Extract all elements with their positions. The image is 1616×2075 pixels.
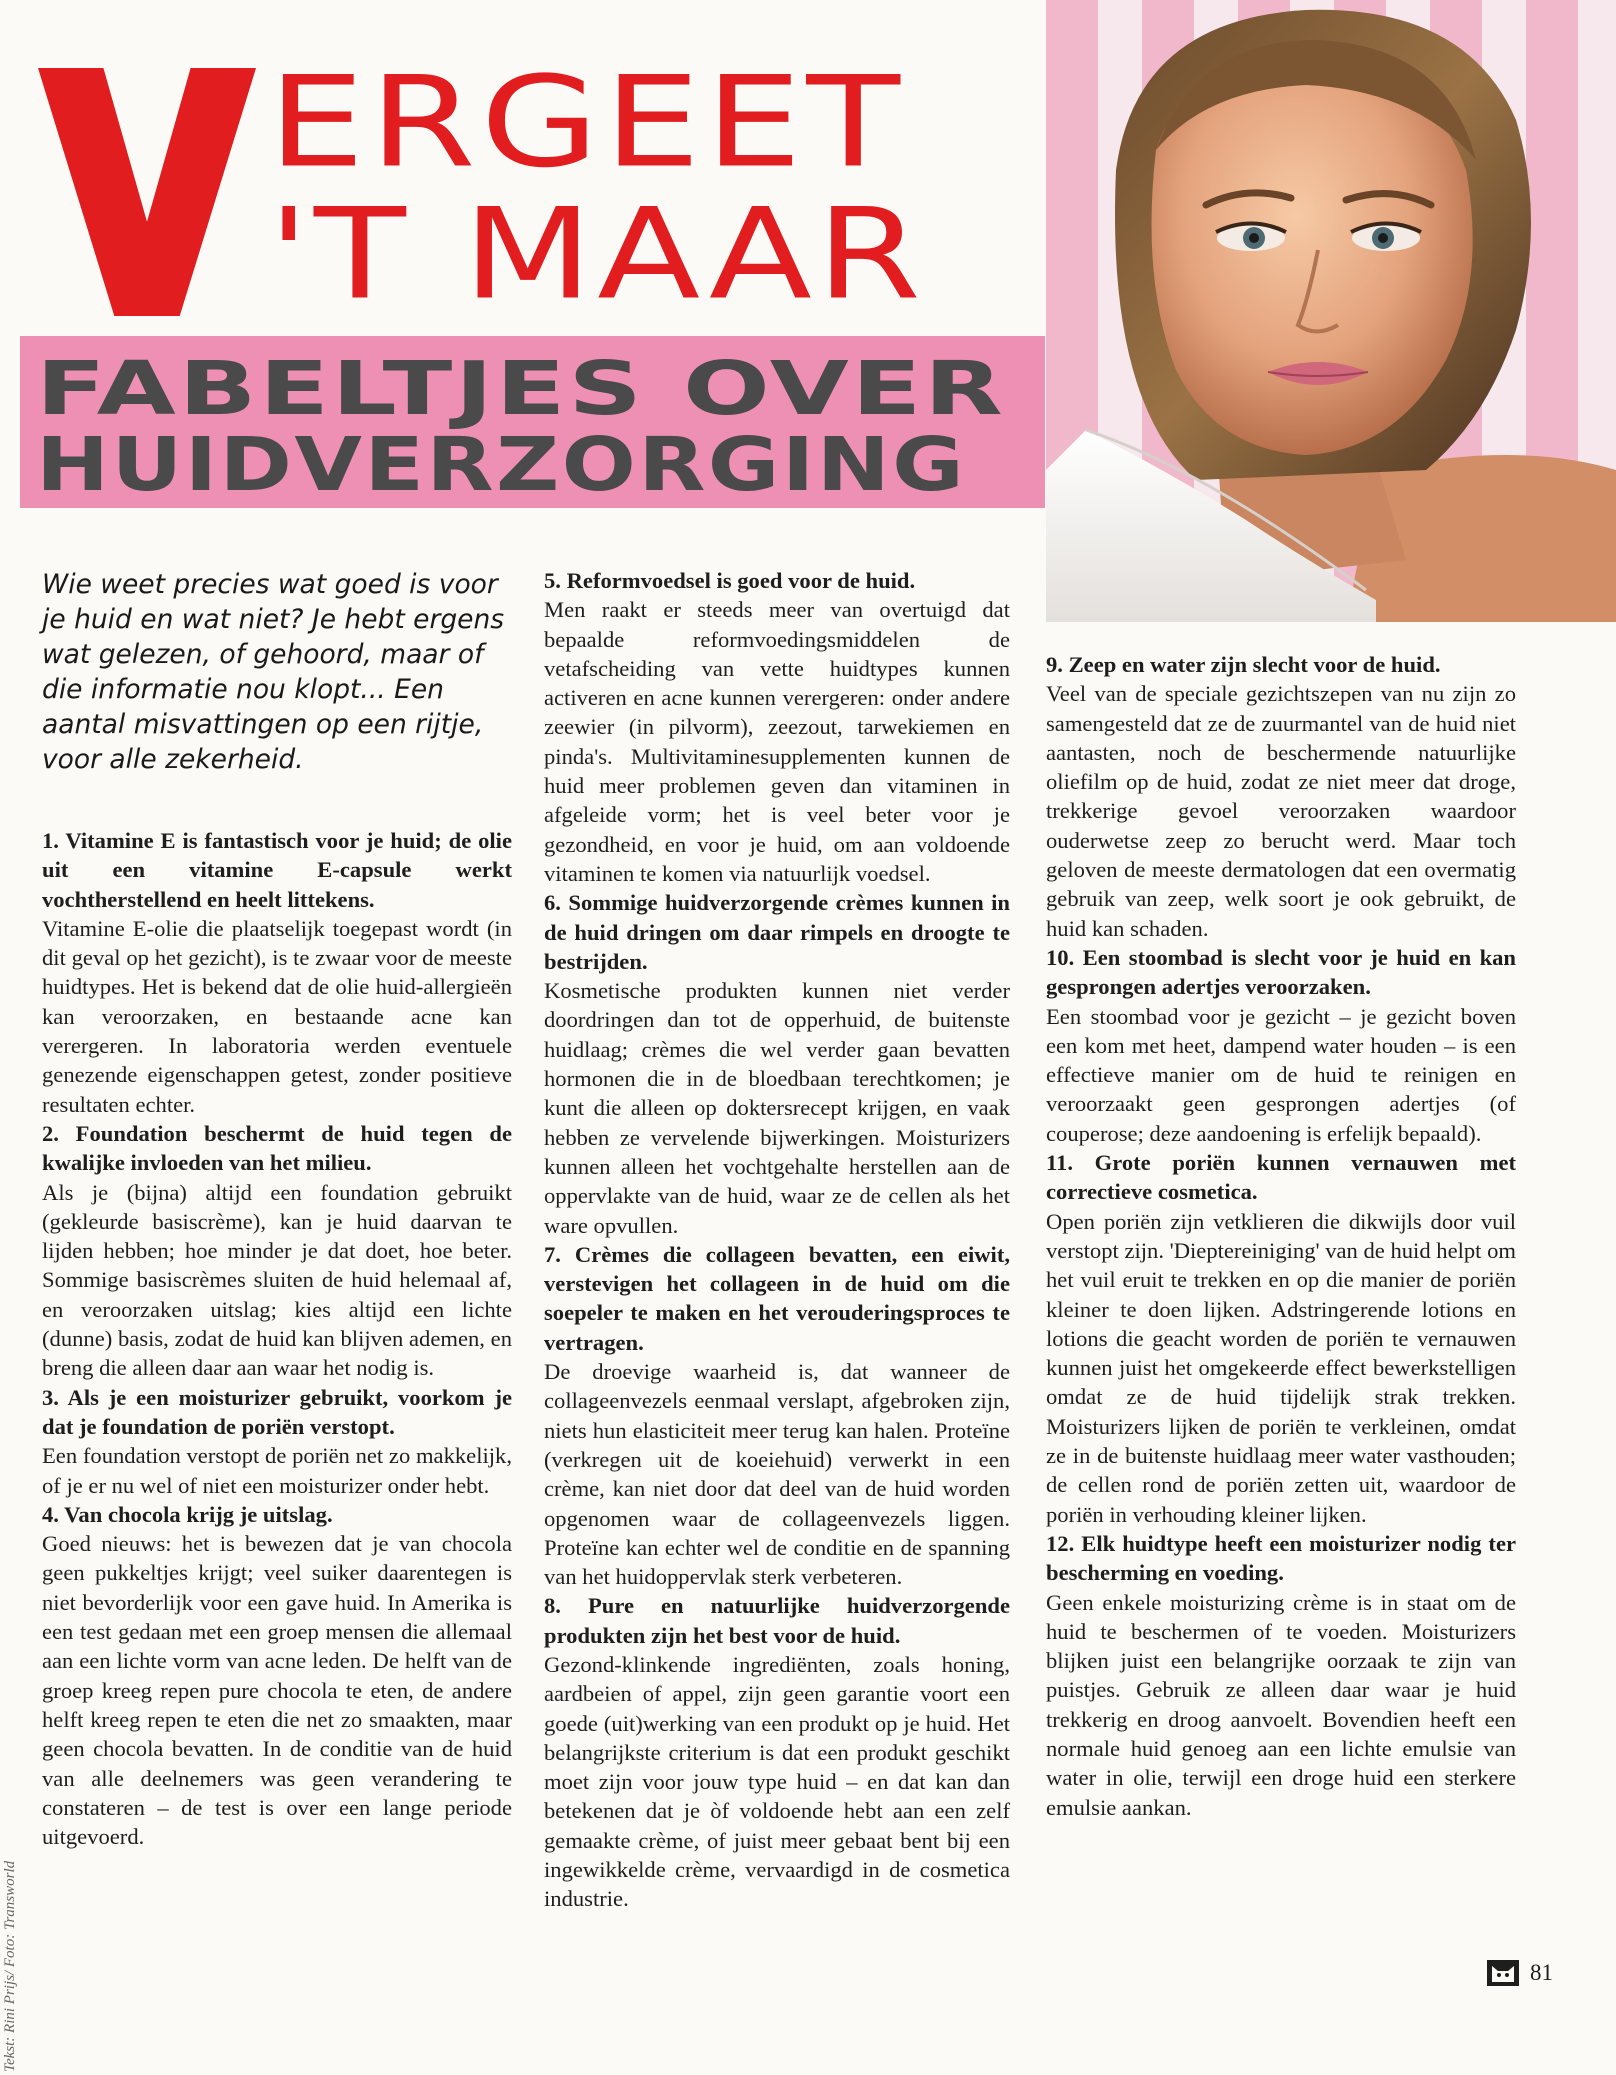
myth-8 (544, 1591, 1010, 1913)
headline-drop-letter-v (38, 68, 256, 316)
portrait-illustration (1046, 0, 1616, 622)
myth-heading: 12. Elk huidtype heeft een moisturizer nodig ter bescherming en voeding. (1046, 1530, 1516, 1586)
subtitle-line-2: HUIDVERZORGING (36, 422, 967, 508)
myth-body: Goed nieuws: het is bewezen dat je van chocola geen pukkeltjes krijgt; veel suiker daarentegen is niet bevorderlijk voor een gave huid. In Amerika is een test gedaan met een groep mensen die allemaal aan een lichte vorm van acne leden. De helft van de groep kreeg repen pure chocola te eten, de andere helft kreeg repen te eten die net zo smaakten, maar geen chocola bevatten. In de conditie van de huid van alle deelnemers was geen verandering te constateren – de test is over een lange periode uitgevoerd. (42, 1531, 512, 1850)
photo-text-credit: Tekst: Rini Prijs/ Foto: Transworld (2, 1860, 18, 2072)
myth-4 (42, 1500, 512, 1852)
myth-5 (544, 566, 1010, 888)
myth-body: Een stoombad voor je gezicht – je gezicht boven een kom met heet, dampend water houden – is een effectieve manier om de huid te reinigen en veroorzaakt geen gesprongen adertjes (of couperose; deze aandoening is erfelijk bepaald). (1046, 1003, 1516, 1146)
myth-12 (1046, 1529, 1516, 1822)
myth-3 (42, 1383, 512, 1500)
myth-body: Een foundation verstopt de poriën net zo makkelijk, of je er nu wel of niet een moisturizer onder hebt. (42, 1443, 512, 1498)
myth-7 (544, 1240, 1010, 1592)
myth-body: Men raakt er steeds meer van overtuigd dat bepaalde reformvoedingsmiddelen de vetafscheiding van vette huidtypes kunnen activeren en acne kunnen verergeren: onder andere zeewier (in pilvorm), zeezout, tarwekiemen en pinda's. Multivitaminesupplementen kunnen de huid meer problemen geven dan vitaminen in afgeleide vorm; het is veel beter voor je gezondheid, en voor je huid, om aan voldoende vitaminen te komen via natuurlijk voedsel. (544, 597, 1010, 886)
page-number: 81 (1530, 1960, 1553, 1985)
myth-heading: 4. Van chocola krijg je uitslag. (42, 1501, 333, 1527)
article-column-2 (544, 566, 1010, 1914)
myth-body: Open poriën zijn vetklieren die dikwijls door vuil verstopt zijn. 'Dieptereiniging' van de huid helpt om het vuil eruit te trekken en op die manier de poriën kleiner te doen lijken. Adstringerende lotions en lotions die geacht worden de poriën te vernauwen kunnen juist het omgekeerde effect bewerkstelligen omdat ze de huid tijdelijk strak trekken. Moisturizers lijken de poriën te verkleinen, omdat ze in de buitenste huidlaag meer water vasthouden; de cellen rond de poriën zetten uit, waardoor de poriën in verhouding kleiner lijken. (1046, 1208, 1516, 1527)
myth-body: Vitamine E-olie die plaatselijk toegepast wordt (in dit geval op het gezicht), is te zwaar voor de meeste huidtypes. Het is bekend dat de olie huid-allergieën kan veroorzaken, en bestaande acne kan verergeren. In laboratoria werden eventuele genezende eigenschappen getest, zonder positieve resultaten echter. (42, 915, 512, 1117)
myth-2 (42, 1119, 512, 1383)
headline-line-1: ERGEET (268, 49, 905, 196)
myth-11 (1046, 1148, 1516, 1529)
myth-heading: 7. Crèmes die collageen bevatten, een eiwit, verstevigen het collageen in de huid om die soepeler te maken en het verouderingsproces te vertragen. (544, 1241, 1010, 1355)
myth-6 (544, 888, 1010, 1240)
myth-9 (1046, 650, 1516, 943)
myth-heading: 2. Foundation beschermt de huid tegen de kwalijke invloeden van het milieu. (42, 1120, 512, 1176)
myth-heading: 11. Grote poriën kunnen vernauwen met correctieve cosmetica. (1046, 1150, 1516, 1205)
myth-body: Kosmetische produkten kunnen niet verder doordringen dan tot de opperhuid, de buitenste huidlaag; crèmes die wel verder gaan bevatten hormonen die in de bloedbaan terechtkomen; je kunt die alleen op doktersrecept krijgen, en vaak hebben ze vervelende bijwerkingen. Moisturizers kunnen alleen het vochtgehalte herstellen aan de oppervlakte van de huid, waar ze de cellen als het ware opvullen. (544, 978, 1010, 1238)
cat-face-icon (1487, 1960, 1519, 1986)
myth-heading: 6. Sommige huidverzorgende crèmes kunnen in de huid dringen om daar rimpels en droogte te bestrijden. (544, 890, 1010, 974)
portrait-photo (1046, 0, 1616, 622)
subtitle-line-1: FABELTJES OVER (36, 346, 1006, 432)
myth-heading: 8. Pure en natuurlijke huidverzorgende produkten zijn het best voor de huid. (544, 1593, 1010, 1648)
intro-text: Wie weet precies wat goed is voor je huid en wat niet? Je hebt ergens wat gelezen, of gehoord, maar of die informatie nou klopt... Een aantal misvattingen op een rijtje, voor alle zekerheid. (42, 569, 505, 775)
myth-heading: 1. Vitamine E is fantastisch voor je huid; de olie uit een vitamine E-capsule werkt vochtherstellend en heelt littekens. (42, 828, 512, 912)
myth-body: Als je (bijna) altijd een foundation gebruikt (gekleurde basiscrème), kan je huid daarvan te lijden hebben; hoe minder je dat doet, hoe beter. Sommige basiscrèmes sluiten de huid helemaal af, en veroorzaken uitslag; kies altijd een lichte (dunne) basis, zodat de huid kan blijven ademen, en breng die alleen daar aan waar het nodig is. (42, 1179, 512, 1381)
myth-heading: 9. Zeep en water zijn slecht voor de huid. (1046, 652, 1441, 677)
myth-heading: 10. Een stoombad is slecht voor je huid en kan gesprongen adertjes veroorzaken. (1046, 944, 1516, 1000)
myth-body: Gezond-klinkende ingrediënten, zoals honing, aardbeien of appel, zijn geen garantie voort een goede (uit)werking van een produkt op je huid. Het belangrijkste criterium is dat een produkt geschikt moet zijn voor jouw type huid – en dat kan dan betekenen dat je òf voldoende hebt aan een zelf gemaakte crème, of juist meer gebaat bent bij een ingewikkelde crème, vervaardigd in de cosmetica industrie. (544, 1651, 1010, 1912)
myth-body: Geen enkele moisturizing crème is in staat om de huid te beschermen of te voeden. Moisturizers blijken juist een belangrijke oorzaak te zijn van puistjes. Gebruik ze alleen daar waar je huid trekkerig en droog aanvoelt. Bovendien heeft een normale huid genoeg aan een lichte emulsie van water in olie, terwijl een droge huid een sterkere emulsie aankan. (1046, 1589, 1516, 1820)
article-column-3 (1046, 650, 1516, 1822)
myth-10 (1046, 943, 1516, 1148)
article-column-1 (42, 826, 512, 1851)
myth-body: Veel van de speciale gezichtszepen van nu zijn zo samengesteld dat ze de zuurmantel van de huid niet aantasten, noch de beschermende natuurlijke oliefilm op de huid, zodat ze niet meer dat droge, trekkerige gevoel veroorzaken waardoor ouderwetse zeep zo berucht werd. Maar toch geloven de meeste dermatologen dat een overmatig gebruik van zeep, welk soort je ook gebruikt, de huid kan schaden. (1046, 681, 1516, 941)
myth-heading: 5. Reformvoedsel is goed voor de huid. (544, 568, 916, 593)
myth-body: De droevige waarheid is, dat wanneer de collageenvezels eenmaal verslapt, afgebroken zijn, niets hun elasticiteit meer terug kan halen. Proteïne (verkregen uit de koeiehuid) verwerkt in een crème, kan niet door dat deel van de huid worden opgenomen waar de collageenvezels liggen. Proteïne kan echter wel de conditie en de spanning van het huidoppervlak sterk verbeteren. (544, 1359, 1010, 1590)
myth-1 (42, 826, 512, 1119)
myth-heading: 3. Als je een moisturizer gebruikt, voorkom je dat je foundation de poriën verstopt. (42, 1384, 512, 1439)
headline-line-2: 'T MAAR (268, 181, 926, 328)
